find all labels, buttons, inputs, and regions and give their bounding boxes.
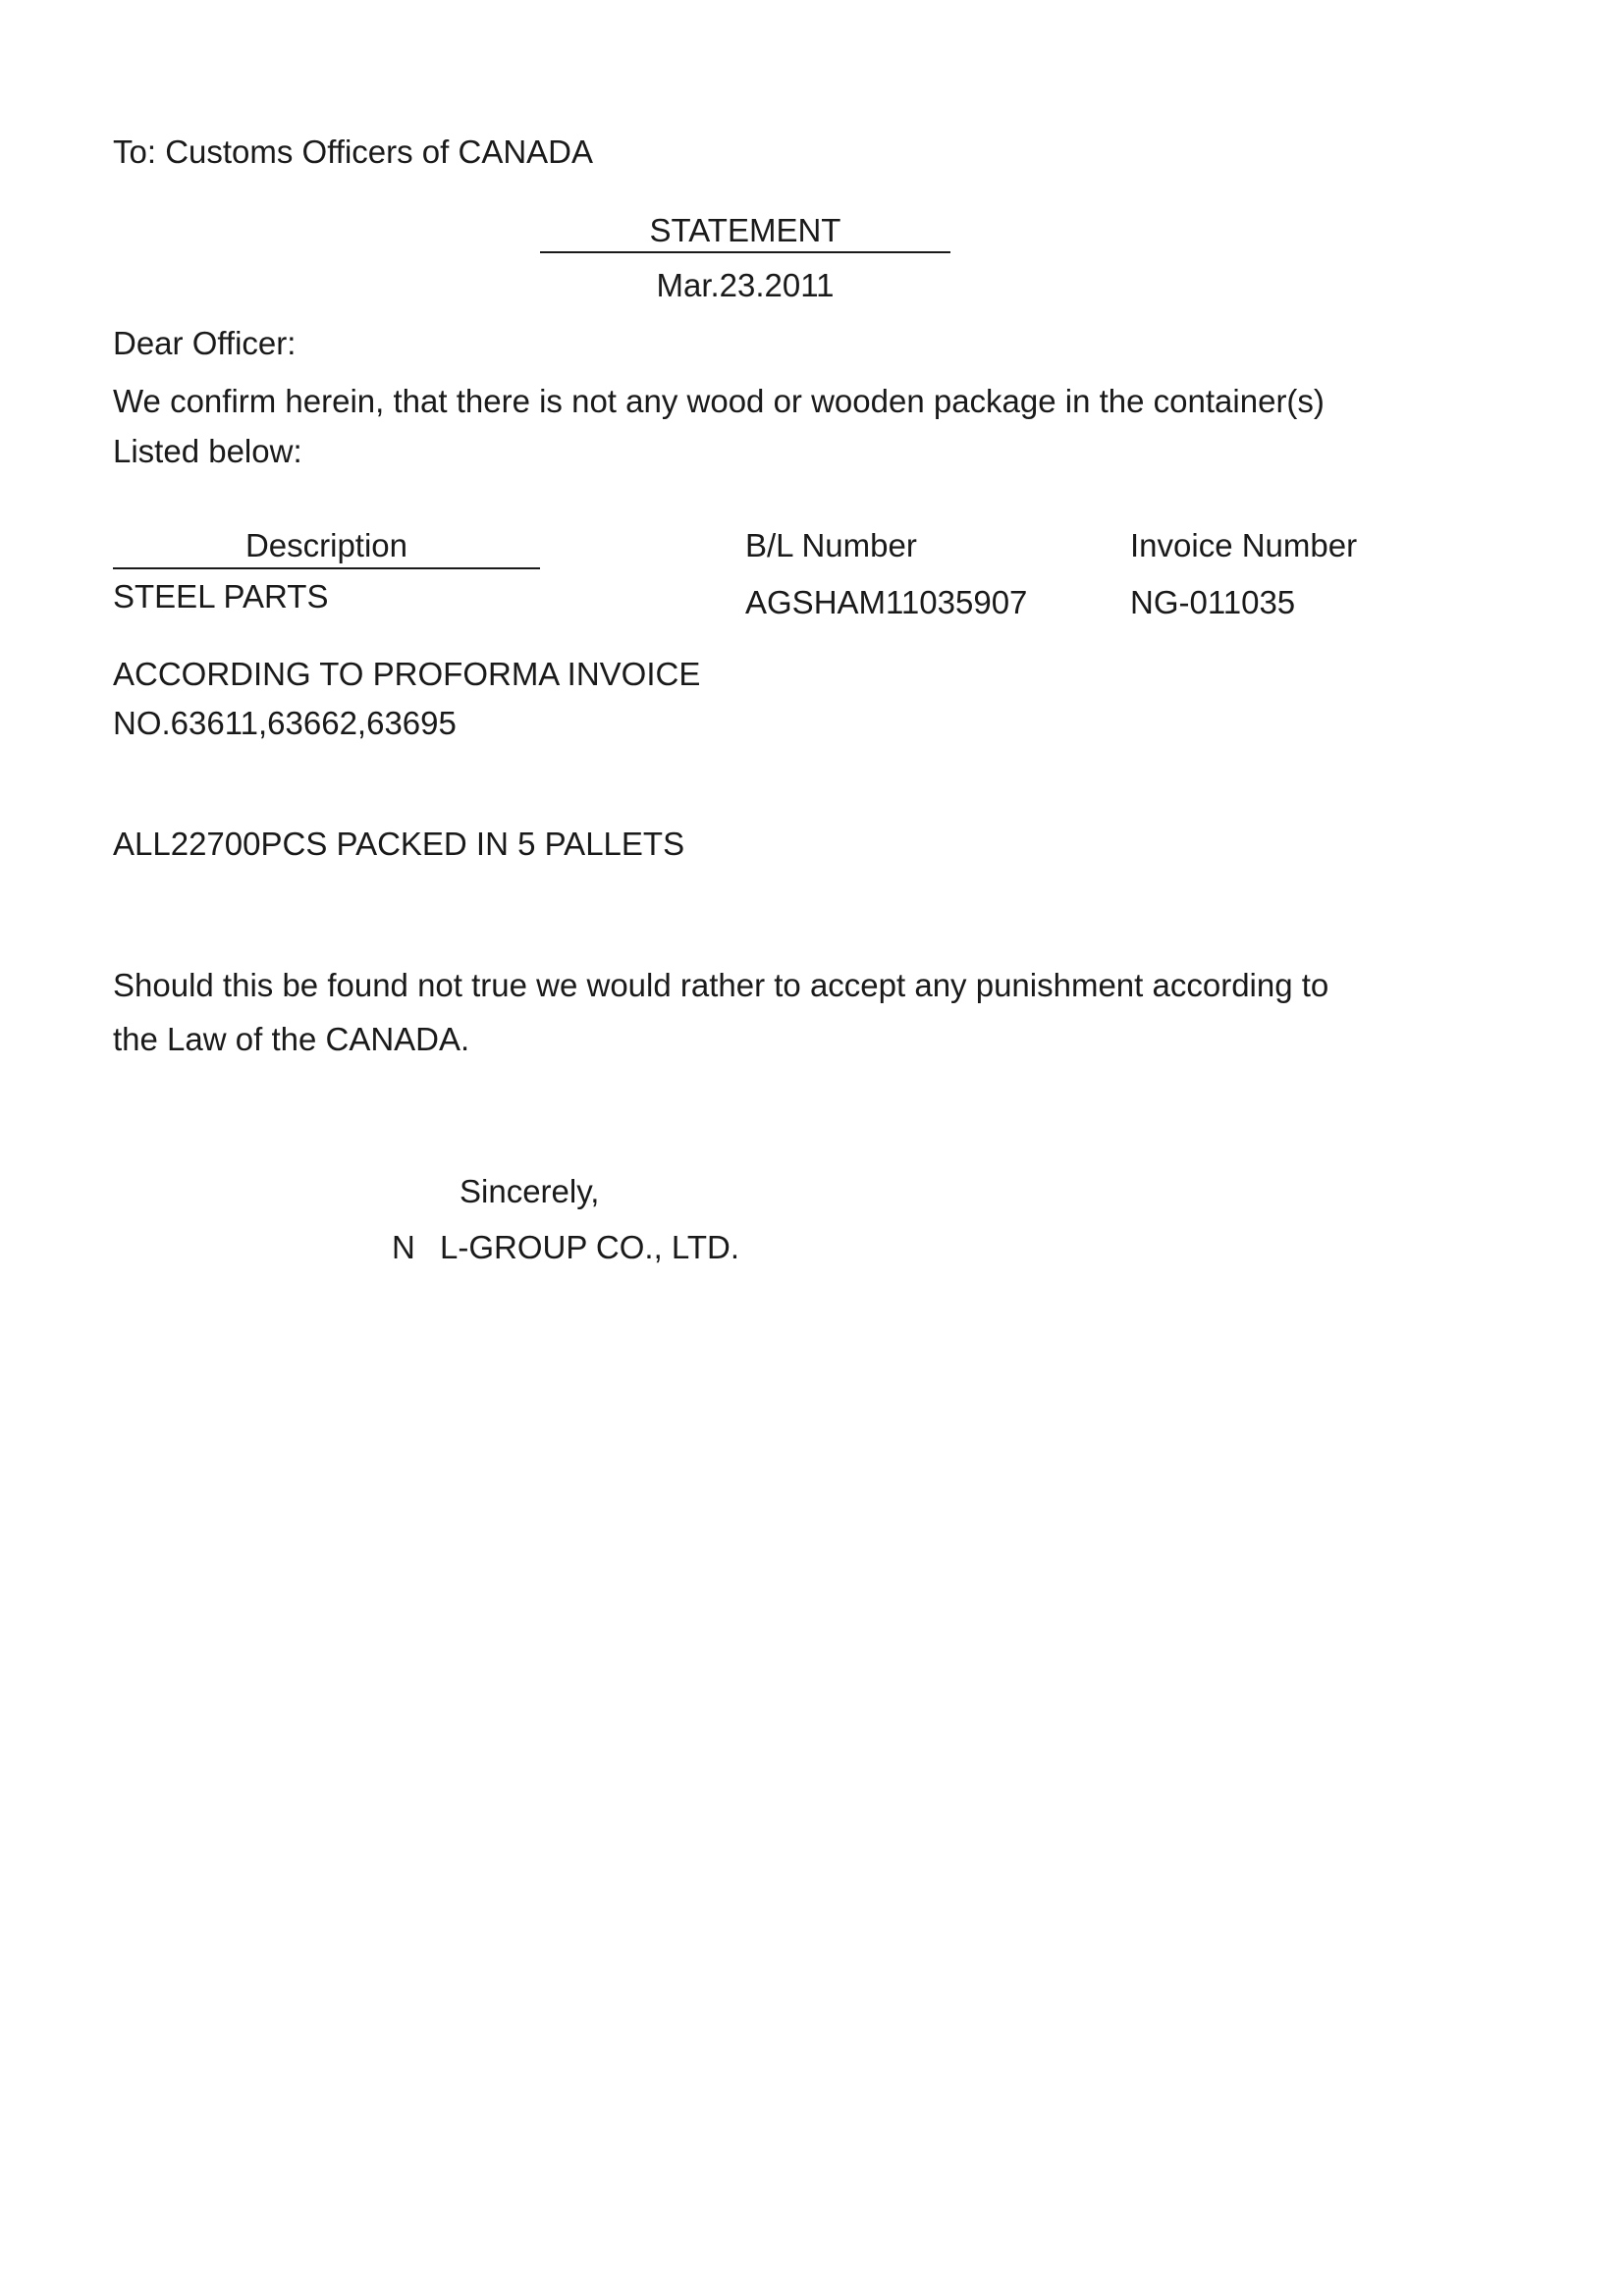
closing: Sincerely, <box>460 1173 600 1209</box>
signatory-initial: N <box>392 1229 415 1265</box>
packing-summary: ALL22700PCS PACKED IN 5 PALLETS <box>113 826 685 862</box>
salutation: Dear Officer: <box>113 325 297 361</box>
column-header-invoice-number: Invoice Number <box>1130 527 1358 563</box>
confirmation-line-2: Listed below: <box>113 433 302 469</box>
statement-title: STATEMENT <box>649 212 841 248</box>
statement-date: Mar.23.2011 <box>656 267 835 303</box>
title-underline <box>540 251 950 253</box>
description-underline <box>113 567 540 569</box>
row-invoice-number: NG-011035 <box>1130 584 1296 620</box>
signatory-company: L-GROUP CO., LTD. <box>440 1229 739 1265</box>
recipient-line: To: Customs Officers of CANADA <box>113 133 594 170</box>
confirmation-line-1: We confirm herein, that there is not any wood or wooden package in the container(s) <box>113 383 1325 419</box>
proforma-line-1: ACCORDING TO PROFORMA INVOICE <box>113 656 701 692</box>
column-header-bl-number: B/L Number <box>745 527 917 563</box>
row-description: STEEL PARTS <box>113 578 329 614</box>
proforma-line-2: NO.63611,63662,63695 <box>113 705 457 741</box>
declaration-line-2: the Law of the CANADA. <box>113 1021 470 1057</box>
row-bl-number: AGSHAM11035907 <box>745 584 1028 620</box>
column-header-description: Description <box>244 527 408 563</box>
declaration-line-1: Should this be found not true we would rather to accept any punishment according to <box>113 967 1329 1003</box>
